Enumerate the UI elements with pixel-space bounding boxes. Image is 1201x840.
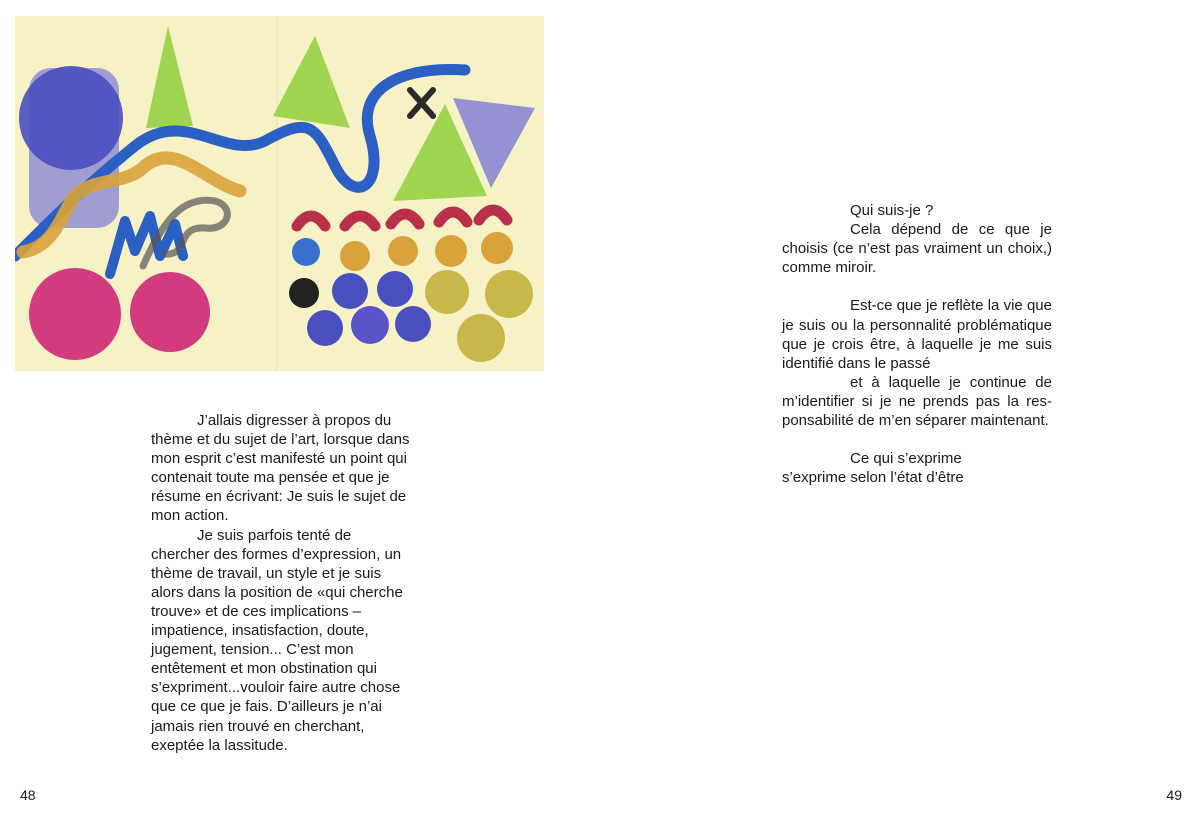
watercolor-artwork — [15, 16, 544, 371]
paragraph: J’allais digresser à propos du thème et du sujet de l’art, lorsque dans mon esprit c’est manifesté un point qui contenait toute ma pensée et que je résume en écrivant: Je suis le sujet de mon action. — [151, 412, 410, 525]
question-line: Qui suis-je ? — [850, 202, 934, 219]
paragraph: Je suis parfois tenté de chercher des formes d’expression, un thème de travail, un style et je suis alors dans la position de «qui cherche trouve» et de ces implications –impatience, insatisfaction, doute, jugement, tension... C’est mon entêtement et mon obstination qui s’expriment...vouloir faire autre chose que ce que je fais. D’ailleurs je n’ai jamais rien trouvé en cherchant, exeptée la lassitude. — [151, 526, 403, 754]
page-number: 48 — [20, 787, 36, 803]
paragraph: Cela dépend de ce que je choisis (ce n’est pas vraiment un choix,) comme miroir. — [782, 221, 1052, 277]
paragraph: et à laquelle je continue de m’identifier si je ne prends pas la responsabilité de m’en séparer maintenant. — [782, 373, 1052, 430]
left-body-text — [151, 411, 413, 755]
artwork-illustration — [15, 16, 544, 371]
paragraph: Ce qui s’exprime — [850, 450, 962, 468]
right-body-text — [782, 201, 1052, 487]
paragraph: s’exprime selon l’état d’être — [782, 469, 964, 487]
left-page — [0, 0, 600, 840]
right-page — [600, 0, 1201, 840]
paragraph: Est-ce que je reflète la vie que je suis ou la personnalité problématique que je crois être, à laquelle je me suis identifié dans le passé — [782, 297, 1052, 372]
page-number: 49 — [1166, 787, 1182, 803]
